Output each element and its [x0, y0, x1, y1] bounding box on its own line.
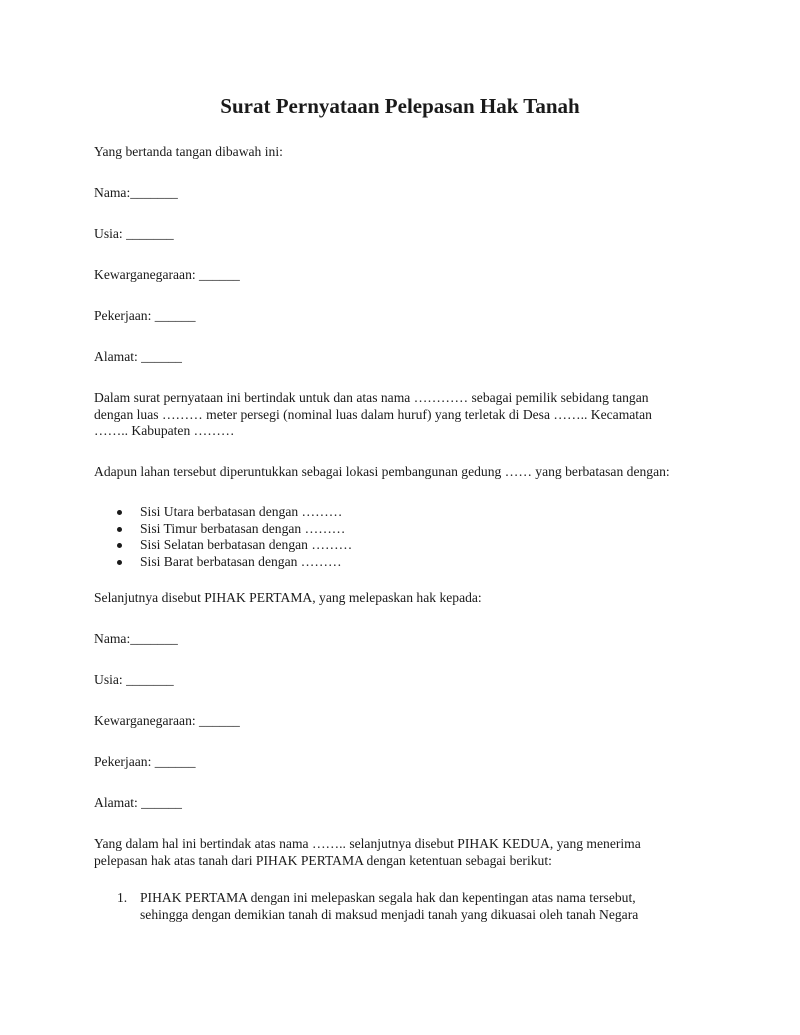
border-list-item: Sisi Utara berbatasan dengan ………: [94, 504, 352, 521]
paragraph-1-line: …….. Kabupaten ………: [94, 423, 235, 438]
party1-kewarganegaraan: Kewarganegaraan: ______: [94, 267, 240, 282]
term-line: sehingga dengan demikian tanah di maksud menjadi tanah yang dikuasai oleh tanah Negara: [140, 906, 639, 922]
border-list-item: Sisi Selatan berbatasan dengan ………: [94, 537, 352, 554]
document-title: Surat Pernyataan Pelepasan Hak Tanah: [220, 94, 580, 118]
term-number: 1.: [117, 890, 128, 905]
party1-usia: Usia: _______: [94, 226, 174, 241]
paragraph-2: Adapun lahan tersebut diperuntukkan sebagai lokasi pembangunan gedung …… yang berbatasan dengan:: [94, 464, 670, 479]
paragraph-4-line: pelepasan hak atas tanah dari PIHAK PERTAMA dengan ketentuan sebagai berikut:: [94, 852, 552, 868]
paragraph-4-line: Yang dalam hal ini bertindak atas nama …….. selanjutnya disebut PIHAK KEDUA, yang menerima: [94, 836, 641, 851]
border-list-item: Sisi Timur berbatasan dengan ………: [94, 521, 352, 538]
party2-alamat: Alamat: ______: [94, 795, 182, 810]
paragraph-1-line: Dalam surat pernyataan ini bertindak untuk dan atas nama ………… sebagai pemilik sebidang tangan: [94, 390, 649, 405]
paragraph-4: [94, 836, 714, 869]
border-list-item: Sisi Barat berbatasan dengan ………: [94, 554, 352, 571]
party2-usia: Usia: _______: [94, 672, 174, 687]
paragraph-3: Selanjutnya disebut PIHAK PERTAMA, yang melepaskan hak kepada:: [94, 590, 482, 605]
terms-list-item: [94, 890, 638, 923]
party2-nama: Nama:_______: [94, 631, 178, 646]
party1-alamat: Alamat: ______: [94, 349, 182, 364]
term-line: PIHAK PERTAMA dengan ini melepaskan segala hak dan kepentingan atas nama tersebut,: [140, 890, 636, 905]
intro-text: Yang bertanda tangan dibawah ini:: [94, 144, 283, 159]
paragraph-1: [94, 390, 714, 440]
party1-pekerjaan: Pekerjaan: ______: [94, 308, 196, 323]
party1-nama: Nama:_______: [94, 185, 178, 200]
border-list: [94, 504, 352, 570]
paragraph-1-line: dengan luas ……… meter persegi (nominal luas dalam huruf) yang terletak di Desa …….. Kecamatan: [94, 406, 652, 422]
party2-pekerjaan: Pekerjaan: ______: [94, 754, 196, 769]
terms-list: [94, 890, 638, 923]
party2-kewarganegaraan: Kewarganegaraan: ______: [94, 713, 240, 728]
